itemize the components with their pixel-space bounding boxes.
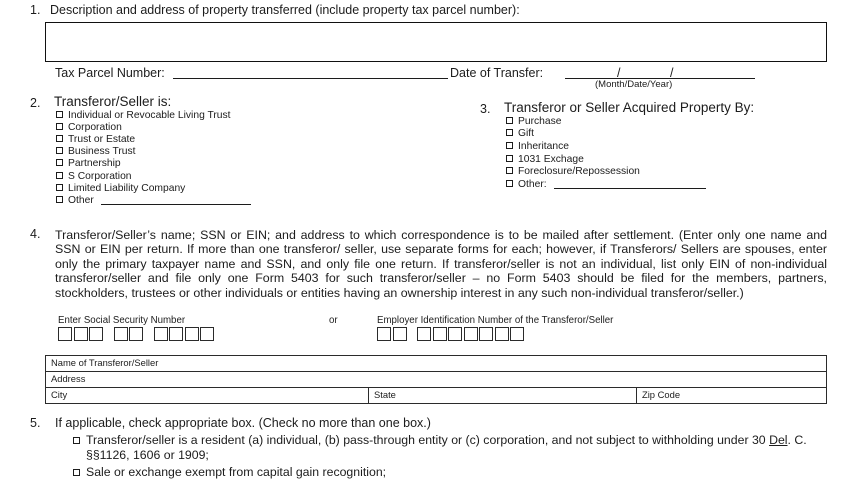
transferor-address-table	[45, 355, 827, 404]
section-4-number: 4.	[30, 227, 41, 241]
ssn-digit-boxes[interactable]	[58, 327, 216, 341]
option-label: Partnership	[68, 158, 121, 170]
section-3-option-foreclosure[interactable]	[506, 167, 706, 177]
ein-digit-box[interactable]	[479, 327, 493, 341]
checkbox-icon[interactable]	[506, 142, 513, 149]
section-3-option-other[interactable]	[506, 179, 706, 189]
ssn-digit-box[interactable]	[74, 327, 88, 341]
ein-digit-box[interactable]	[495, 327, 509, 341]
section-3-option-purchase[interactable]	[506, 116, 706, 126]
section-5-title: If applicable, check appropriate box. (Check no more than one box.)	[55, 416, 431, 430]
option-label: Sale or exchange exempt from capital gain recognition;	[86, 465, 387, 479]
section-3-option-list	[506, 116, 706, 192]
option-label: Gift	[518, 128, 535, 140]
table-row-address	[46, 372, 827, 388]
ein-label: Employer Identification Number of the Transferor/Seller	[377, 315, 614, 326]
section-3-option-gift[interactable]	[506, 129, 706, 139]
option-label: 1031 Exchage	[518, 153, 584, 165]
date-format-hint: (Month/Date/Year)	[595, 79, 673, 90]
address-cell[interactable]: Address	[46, 372, 827, 388]
parcel-and-date-row	[55, 66, 815, 90]
tax-parcel-number-label: Tax Parcel Number:	[55, 66, 165, 80]
section-2-number: 2.	[30, 96, 41, 110]
checkbox-icon[interactable]	[56, 123, 63, 130]
ein-digit-boxes[interactable]	[377, 327, 526, 341]
option-label: Purchase	[518, 115, 562, 127]
checkbox-icon[interactable]	[506, 129, 513, 136]
checkbox-icon[interactable]	[73, 437, 80, 444]
ssn-digit-box[interactable]	[129, 327, 143, 341]
section-5-option-exempt-capital-gain[interactable]	[73, 465, 833, 480]
section-2-option-trust-or-estate[interactable]	[56, 134, 251, 144]
section-2-option-partnership[interactable]	[56, 159, 251, 169]
section-2-option-corporation[interactable]	[56, 122, 251, 132]
ssn-digit-box[interactable]	[154, 327, 168, 341]
section-2-option-other[interactable]	[56, 195, 251, 205]
option-label: Individual or Revocable Living Trust	[68, 109, 231, 121]
section-2-option-s-corporation[interactable]	[56, 171, 251, 181]
checkbox-icon[interactable]	[56, 172, 63, 179]
ssn-group-gap	[145, 334, 154, 335]
checkbox-icon[interactable]	[56, 184, 63, 191]
option-label: Other	[68, 194, 94, 206]
section-5-option-list	[73, 433, 833, 482]
option-label: Foreclosure/Repossession	[518, 166, 640, 178]
section-2-option-llc[interactable]	[56, 183, 251, 193]
option-label	[86, 433, 833, 463]
ein-group-gap	[408, 334, 417, 335]
ein-digit-box[interactable]	[393, 327, 407, 341]
table-row-city-state-zip	[46, 388, 827, 404]
name-of-transferor-cell[interactable]: Name of Transferor/Seller	[46, 356, 827, 372]
ssn-digit-box[interactable]	[200, 327, 214, 341]
section-5-number: 5.	[30, 416, 41, 430]
ssn-digit-box[interactable]	[169, 327, 183, 341]
section-2-option-business-trust[interactable]	[56, 147, 251, 157]
checkbox-icon[interactable]	[56, 159, 63, 166]
table-row-name	[46, 356, 827, 372]
section-3-number: 3.	[480, 102, 491, 116]
section-2-title: Transferor/Seller is:	[54, 94, 172, 109]
state-cell[interactable]: State	[369, 388, 637, 404]
option-label: Other:	[518, 179, 547, 191]
date-of-transfer-label: Date of Transfer:	[450, 66, 544, 80]
option-label: Corporation	[68, 121, 122, 133]
date-slash-day-year: /	[670, 66, 674, 80]
tax-parcel-number-input[interactable]	[173, 78, 448, 79]
ein-digit-box[interactable]	[433, 327, 447, 341]
section-2-other-input[interactable]	[101, 204, 251, 205]
checkbox-icon[interactable]	[506, 167, 513, 174]
section-3-other-input[interactable]	[554, 188, 706, 189]
checkbox-icon[interactable]	[506, 155, 513, 162]
checkbox-icon[interactable]	[56, 147, 63, 154]
checkbox-icon[interactable]	[56, 135, 63, 142]
section-1-label: Description and address of property transferred (include property tax parcel number):	[50, 3, 520, 17]
section-2-option-list	[56, 110, 251, 208]
option-text-underlined: Del	[769, 433, 788, 447]
option-label: Inheritance	[518, 141, 569, 153]
ssn-digit-box[interactable]	[114, 327, 128, 341]
ssn-digit-box[interactable]	[58, 327, 72, 341]
option-label: Trust or Estate	[68, 134, 136, 146]
ssn-digit-box[interactable]	[185, 327, 199, 341]
ein-digit-box[interactable]	[377, 327, 391, 341]
section-2-option-individual[interactable]	[56, 110, 251, 120]
section-3-title: Transferor or Seller Acquired Property By:	[504, 100, 755, 115]
or-separator-label: or	[329, 315, 338, 326]
ssn-group-gap	[105, 334, 114, 335]
checkbox-icon[interactable]	[56, 111, 63, 118]
ein-digit-box[interactable]	[510, 327, 524, 341]
section-3-option-inheritance[interactable]	[506, 141, 706, 151]
option-label: S Corporation	[68, 170, 132, 182]
date-slash-month-day: /	[617, 66, 621, 80]
city-cell[interactable]: City	[46, 388, 369, 404]
property-description-input[interactable]	[45, 22, 827, 62]
ein-digit-box[interactable]	[464, 327, 478, 341]
section-1-number: 1.	[30, 3, 41, 17]
checkbox-icon[interactable]	[506, 117, 513, 124]
option-label: Limited Liability Company	[68, 182, 186, 194]
ein-digit-box[interactable]	[448, 327, 462, 341]
option-text-pre: Transferor/seller is a resident (a) individual, (b) pass-through entity or (c) corporation, and not subject to withholding under 30	[86, 433, 770, 447]
ssn-label: Enter Social Security Number	[58, 315, 186, 326]
checkbox-icon[interactable]	[56, 196, 63, 203]
option-text-post: . C. §§1126, 1606 or 1909;	[86, 433, 807, 462]
zip-code-cell[interactable]: Zip Code	[637, 388, 827, 404]
section-4-instructions	[55, 228, 827, 300]
section-5-option-resident-not-subject[interactable]	[73, 433, 833, 463]
ein-digit-box[interactable]	[417, 327, 431, 341]
option-label: Business Trust	[68, 146, 136, 158]
checkbox-icon[interactable]	[73, 469, 80, 476]
checkbox-icon[interactable]	[506, 180, 513, 187]
section-4-paragraph: Transferor/Seller’s name; SSN or EIN; and address to which correspondence is to be mailed after settlement. (Enter only one name and SSN or EIN per return. If more than one transferor/ seller, use separate forms for each; however, if Transferors/ Sellers are spouses, enter only the primary taxpayer name and SSN, and only file one return. If transferor/seller is not an individual, list only EIN of non-individual transferor/seller and file only one Form 5403 for such transferor/seller – no Form 5403 should be filed for the members, partners, stockholders, trustees or other individuals or entities having an ownership interest in any such non-individual transferor/seller.)	[55, 228, 827, 300]
ssn-digit-box[interactable]	[89, 327, 103, 341]
section-3-option-1031-exchange[interactable]	[506, 154, 706, 164]
